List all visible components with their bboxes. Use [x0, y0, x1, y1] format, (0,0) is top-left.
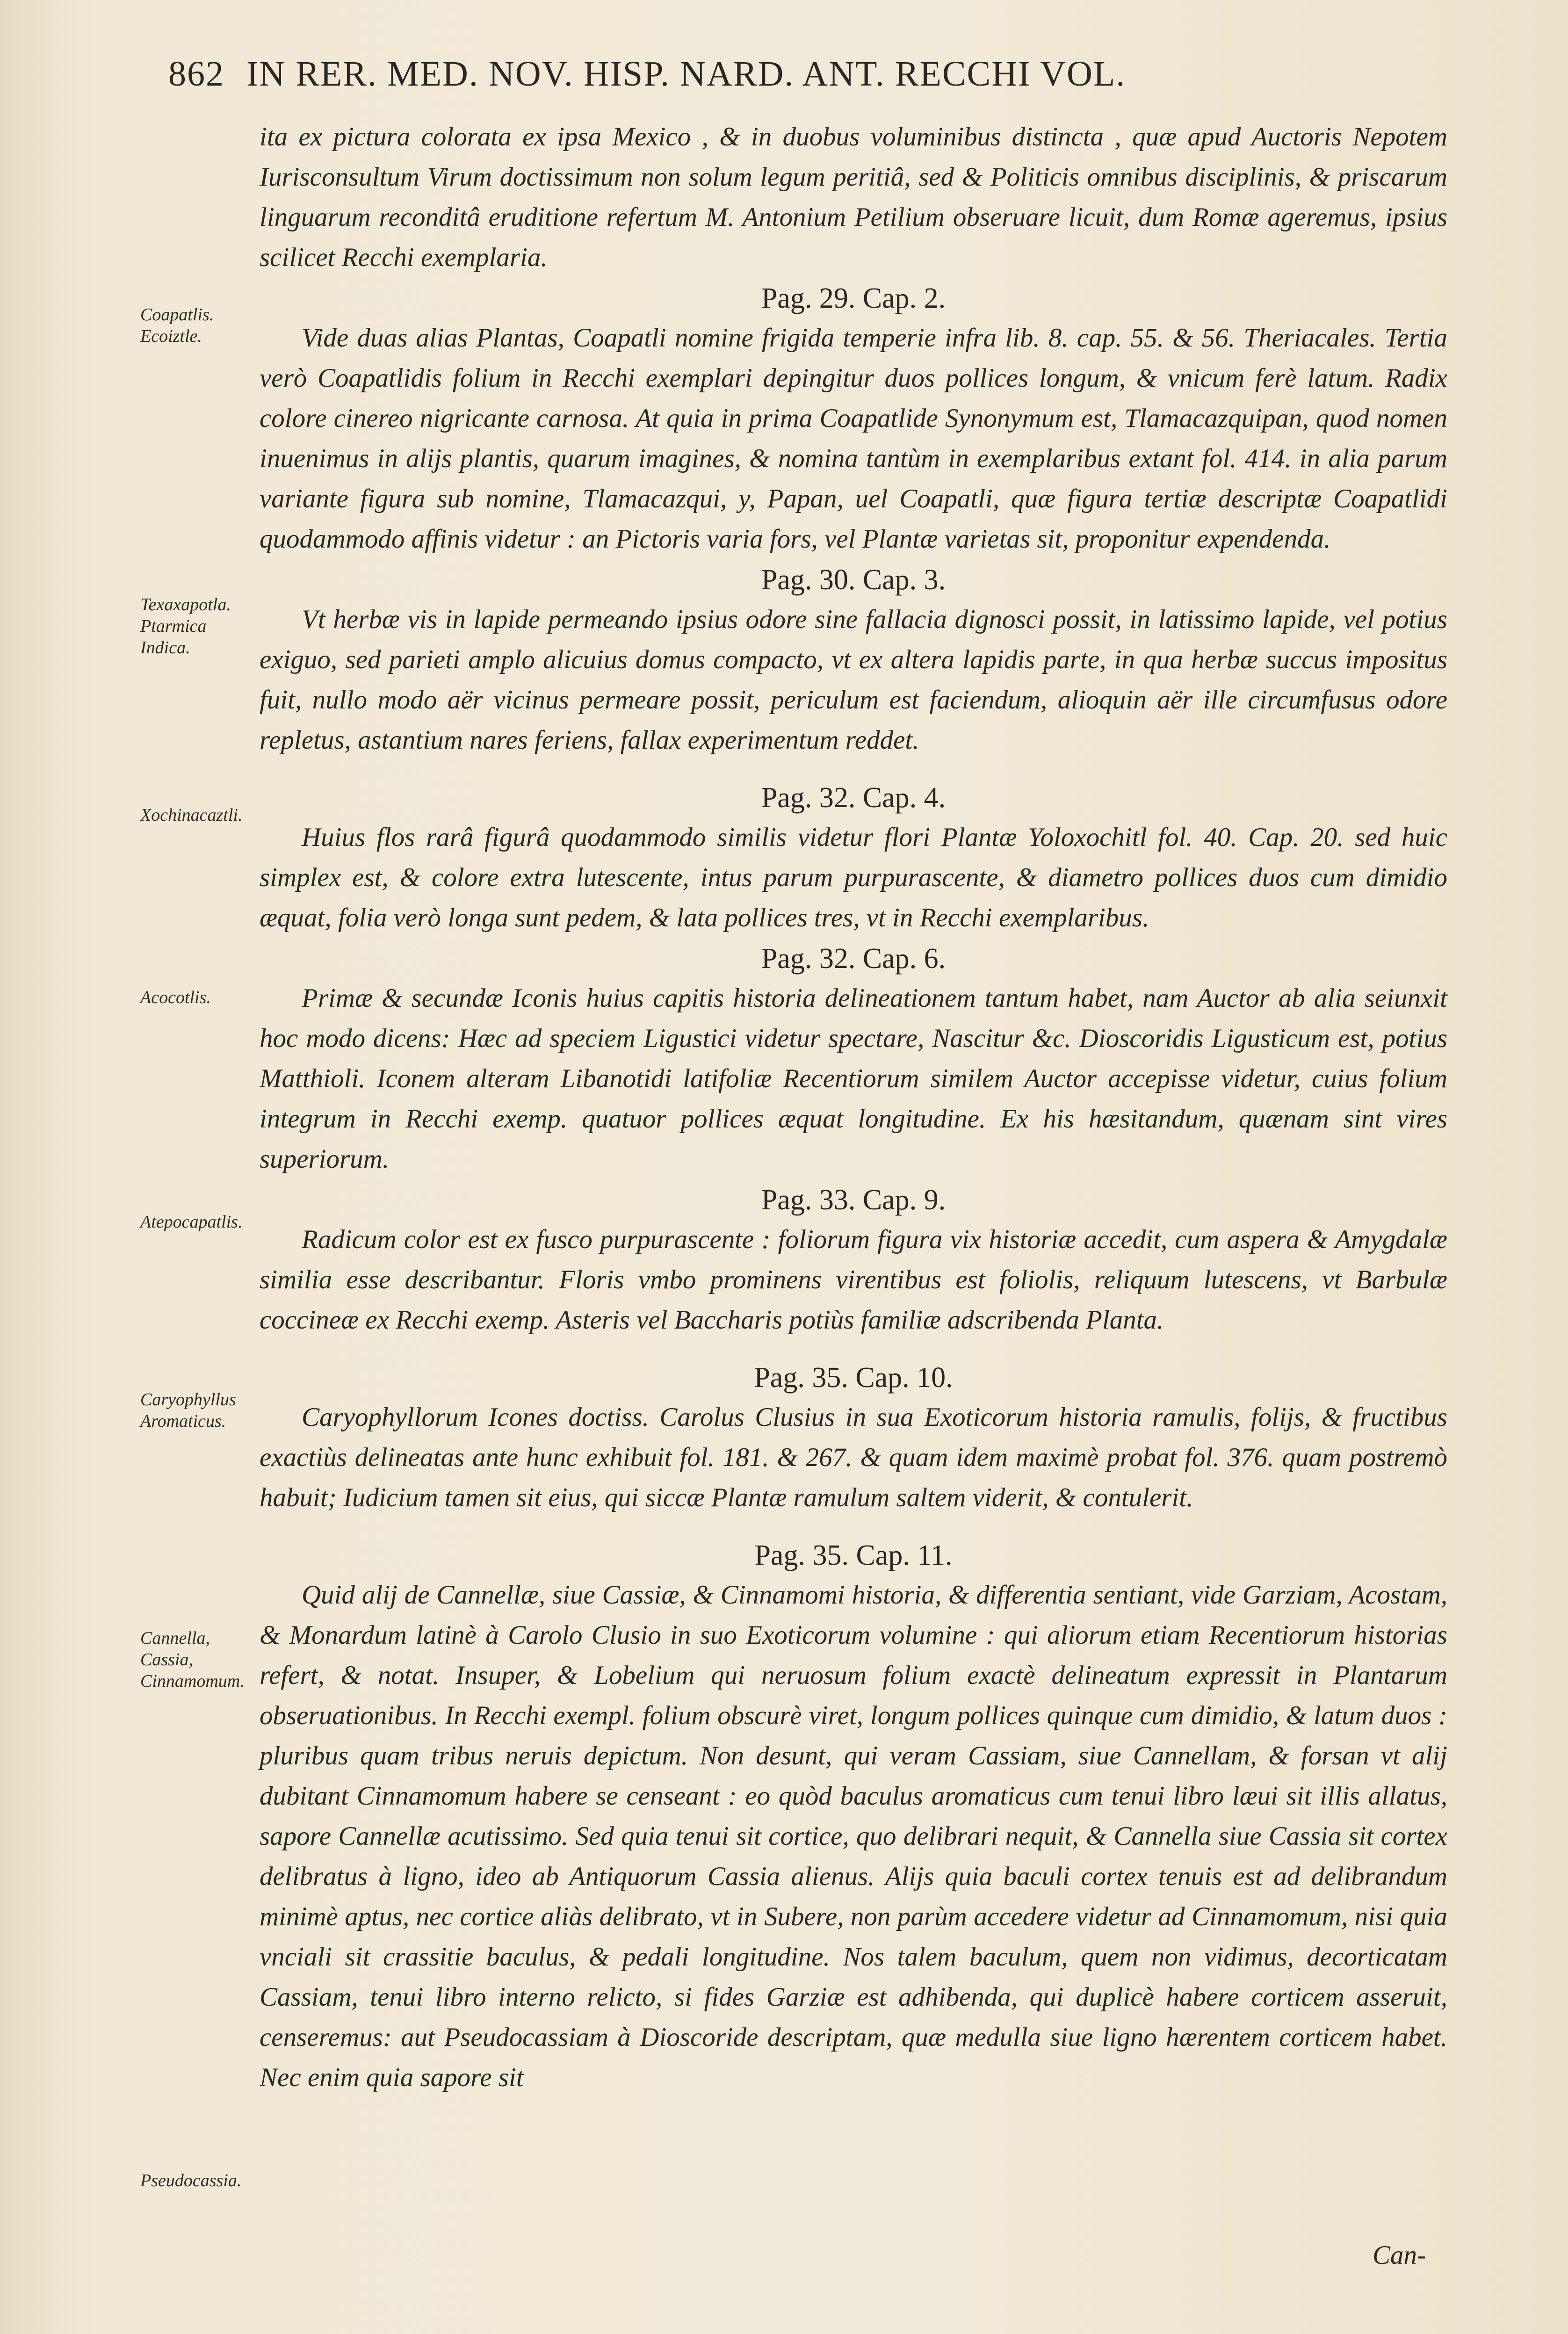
section-heading: Pag. 32. Cap. 4. [761, 782, 946, 814]
margin-note-cannella: Cannella, Cassia, Cinnamomum. [140, 1628, 245, 1691]
margin-note-texaxapotla: Texaxapotla. Ptarmica Indica. [140, 595, 231, 658]
section-heading: Pag. 35. Cap. 11. [754, 1539, 953, 1571]
section-heading: Pag. 35. Cap. 10. [754, 1362, 953, 1394]
section-heading: Pag. 32. Cap. 6. [761, 943, 946, 975]
catchword: Can- [1373, 2240, 1426, 2270]
section-paragraph: Vide duas alias Plantas, Coapatli nomine frigida temperie infra lib. 8. cap. 55. & 56. Theriacales. Tertia verò Coapatlidis folium in Recchi exemplari depingitur duos pollices longum, & vnicum ferè latum. Radix colore cinereo nigricante carnosa. At quia in prima Coapatlide Synonymum est, Tlamacazquipan, quod nomen inuenimus in alijs plantis, quarum imagines, & nomina tantùm in exemplaribus extant fol. 414. in alia parum variante figura sub nomine, Tlamacazqui, y, Papan, uel Coapatli, quæ figura tertiæ descriptæ Coapatlidi quodammodo affinis videtur : an Pictoris varia fors, vel Plantæ varietas sit, proponitur expendenda. [260, 323, 1447, 554]
section-paragraph: Caryophyllorum Icones doctiss. Carolus Clusius in sua Exoticorum historia ramulis, folijs, & fructibus exactiùs delineatas ante hunc exhibuit fol. 181. & 267. & quam idem maximè probat fol. 376. quam postremò habuit; Iudicium tamen sit eius, qui siccæ Plantæ ramulum saltem viderit, & contulerit. [260, 1402, 1447, 1512]
section-paragraph: Primæ & secundæ Iconis huius capitis historia delineationem tantum habet, nam Auctor ab alia seiunxit hoc modo dicens: Hæc ad speciem Ligustici videtur spectare, Nascitur &c. Dioscoridis Ligusticum est, potius Matthioli. Iconem alteram Libanotidi latifoliæ Recentiorum similem Auctor accepisse videtur, cuius folium integrum in Recchi exemp. quatuor pollices æquat longitudine. Ex his hæsitandum, quænam sint vires superiorum. [260, 983, 1447, 1174]
margin-note-acocotlis: Acocotlis. [140, 988, 211, 1007]
margin-note-coapatlis: Coapatlis. Ecoiztle. [140, 305, 214, 346]
section-heading: Pag. 29. Cap. 2. [761, 282, 946, 314]
running-title: IN RER. MED. NOV. HISP. NARD. ANT. RECCHI VOL. [246, 54, 1126, 94]
intro-paragraph: ita ex pictura colorata ex ipsa Mexico , & in duobus voluminibus distincta , quæ apud Auctoris Nepotem Iurisconsultum Virum doctissimum non solum legum peritiâ, sed & Politicis omnibus disciplinis, & priscarum linguarum reconditâ eruditione refertum M. Antonium Petilium obseruare licuit, dum Romæ ageremus, ipsius scilicet Recchi exemplaria. [260, 122, 1447, 272]
page-number: 862 [168, 54, 224, 94]
section-paragraph: Vt herbæ vis in lapide permeando ipsius odore sine fallacia dignosci possit, in latissimo lapide, vel potius exiguo, sed parieti amplo alicuius domus compacto, vt ex altera lapidis parte, in qua herbæ succus impositus fuit, nullo modo aër vicinus permeare possit, periculum est faciendum, alioquin aër ille circumfusus odore repletus, astantium nares feriens, fallax experimentum reddet. [260, 605, 1447, 755]
main-text [260, 117, 1447, 2098]
section-paragraph: Quid alij de Cannellæ, siue Cassiæ, & Cinnamomi historia, & differentia sentiant, vide Garziam, Acostam, & Monardum latinè à Carolo Clusio in suo Exoticorum volumine : qui aliorum etiam Recentiorum historias refert, & notat. Insuper, & Lobelium qui neruosum folium exactè delineatum expressit in Plantarum obseruationibus. In Recchi exempl. folium obscurè viret, longum pollices quinque cum dimidio, & latum duos : pluribus quam tribus neruis depictum. Non desunt, qui veram Cassiam, siue Cannellam, & forsan vt alij dubitant Cinnamomum habere se censeant : eo quòd baculus aromaticus cum tenui libro læui sit illis allatus, sapore Cannellæ acutissimo. Sed quia tenui sit cortice, quo delibrari nequit, & Cannella siue Cassia sit cortex delibratus à ligno, ideo ab Antiquorum Cassia alienus. Alijs quia baculi cortex tenuis est ad delibrandum minimè aptus, nec cortice aliàs delibrato, vt in Subere, non parùm accedere videtur ad Cinnamomum, nisi quia vnciali sit crassitie baculus, & pedali longitudine. Nos talem baculum, quem non vidimus, decorticatam Cassiam, tenui libro interno relicto, si fides Garziæ est adhibenda, qui duplicè habere corticem asseruit, censeremus: aut Pseudocassiam à Dioscoride descriptam, quæ medulla siue ligno hærentem corticem habet. Nec enim quia sapore sit [260, 1580, 1447, 2092]
margin-note-pseudocassia: Pseudocassia. [140, 2171, 242, 2190]
section-heading: Pag. 33. Cap. 9. [761, 1184, 946, 1216]
section-paragraph: Huius flos rarâ figurâ quodammodo similis videtur flori Plantæ Yoloxochitl fol. 40. Cap. 20. sed huic simplex est, & colore extra lutescente, intus parum purpurascente, & diametro pollices duos cum dimidio æquat, folia verò longa sunt pedem, & lata pollices tres, vt in Recchi exemplaribus. [260, 823, 1447, 932]
section-paragraph: Radicum color est ex fusco purpurascente : foliorum figura vix historiæ accedit, cum aspera & Amygdalæ similia esse describantur. Floris vmbo prominens virentibus est foliolis, reliquum lutescens, vt Barbulæ coccineæ ex Recchi exemp. Asteris vel Baccharis potiùs familiæ adscribenda Planta. [260, 1225, 1447, 1335]
margin-note-xochinacaztli: Xochinacaztli. [140, 805, 243, 825]
margin-note-caryophyllus: Caryophyllus Aromaticus. [140, 1390, 236, 1431]
margin-note-atepocapatlis: Atepocapatlis. [140, 1212, 243, 1232]
section-heading: Pag. 30. Cap. 3. [761, 564, 946, 596]
running-header [168, 56, 1478, 92]
